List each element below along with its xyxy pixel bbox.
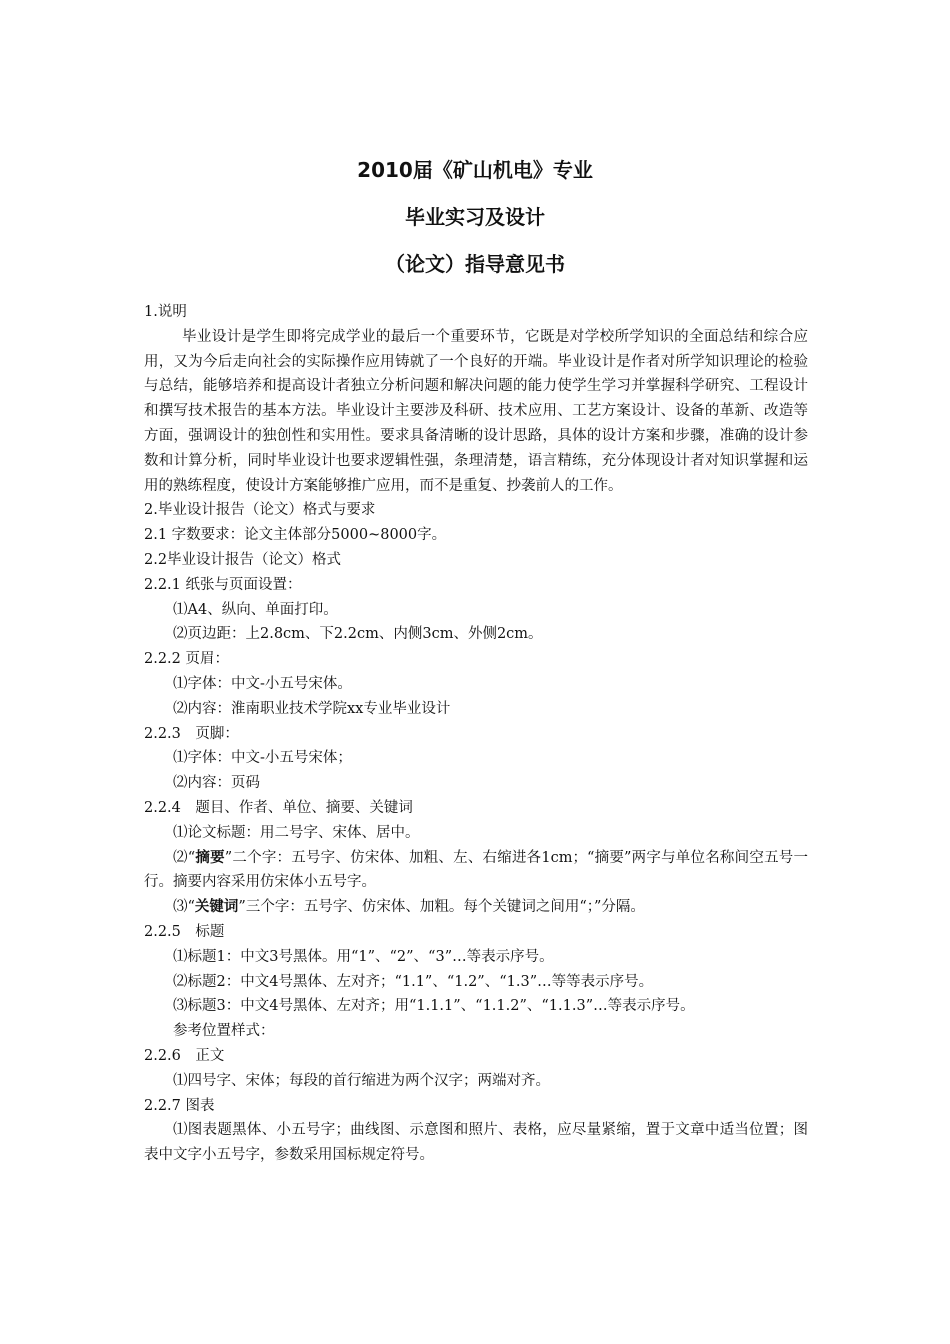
list-item: ⑴四号字、宋体；每段的首行缩进为两个汉字；两端对齐。 <box>173 1072 550 1089</box>
list-item-prefix: ⑵“ <box>173 849 196 866</box>
list-item-text: ”三个字：五号字、仿宋体、加粗。每个关键词之间用“；”分隔。 <box>238 899 645 916</box>
document-body <box>144 300 808 1168</box>
item-heading: 2.2.1 纸张与页面设置： <box>144 576 302 593</box>
bold-term: 摘要 <box>195 849 225 866</box>
subsection-heading: 2.2毕业设计报告（论文）格式 <box>144 551 342 568</box>
item-heading: 2.2.5 标题 <box>144 923 225 940</box>
list-item: ⑴字体：中文-小五号宋体。 <box>173 675 352 692</box>
item-heading: 2.2.6 正文 <box>144 1047 225 1064</box>
list-item: ⑵内容：页码 <box>173 775 260 792</box>
list-item: ⑵页边距：上2.8cm、下2.2cm、内侧3cm、外侧2cm。 <box>173 626 543 643</box>
list-item: ⑴A4、纵向、单面打印。 <box>173 601 338 618</box>
list-item-text: ”二个字：五号字、仿宋体、加粗、左、右缩进各1cm；“摘要”两字与单位名称间空五号一行。摘要内容采用仿宋体小五号字。 <box>144 849 808 891</box>
list-item: ⑵内容：淮南职业技术学院xx专业毕业设计 <box>173 700 451 717</box>
item-heading: 2.2.7 图表 <box>144 1097 215 1114</box>
list-item: 参考位置样式： <box>173 1023 275 1040</box>
list-item: ⑴字体：中文-小五号宋体； <box>173 750 352 767</box>
list-item <box>144 895 808 920</box>
document-title-line-2: 毕业实习及设计 <box>405 205 545 229</box>
list-item: ⑴标题1：中文3号黑体。用“1”、“2”、“3”…等表示序号。 <box>173 948 554 965</box>
document-title-line-1: 2010届《矿山机电》专业 <box>357 158 593 182</box>
list-item <box>144 846 808 896</box>
item-heading: 2.2.4 题目、作者、单位、摘要、关键词 <box>144 799 413 816</box>
subsection-heading: 2.1 字数要求：论文主体部分5000~8000字。 <box>144 527 447 544</box>
intro-paragraph: 毕业设计是学生即将完成学业的最后一个重要环节，它既是对学校所学知识的全面总结和综合应用，又为今后走向社会的实际操作应用铸就了一个良好的开端。毕业设计是作者对所学知识理论的检验与总结，能够培养和提高设计者独立分析问题和解决问题的能力使学生学习并掌握科学研究、工程设计和撰写技术报告的基本方法。毕业设计主要涉及科研、技术应用、工艺方案设计、设备的革新、改造等方面，强调设计的独创性和实用性。要求具备清晰的设计思路，具体的设计方案和步骤，准确的设计参数和计算分析，同时毕业设计也要求逻辑性强，条理清楚，语言精练，充分体现设计者对知识掌握和运用的熟练程度，使设计方案能够推广应用，而不是重复、抄袭前人的工作。 <box>144 328 808 494</box>
list-item: ⑶标题3：中文4号黑体、左对齐；用“1.1.1”、“1.1.2”、“1.1.3”…等表示序号。 <box>173 998 695 1015</box>
list-item: ⑵标题2：中文4号黑体、左对齐；“1.1”、“1.2”、“1.3”…等等表示序号。 <box>173 973 654 990</box>
section-heading: 1.说明 <box>144 304 187 320</box>
list-item-prefix: ⑶“ <box>173 899 195 916</box>
list-item: ⑴论文标题：用二号字、宋体、居中。 <box>173 824 420 841</box>
title-block <box>0 158 950 299</box>
bold-term: 关键词 <box>194 899 239 916</box>
document-title-line-3: （论文）指导意见书 <box>385 252 565 276</box>
item-heading: 2.2.2 页眉： <box>144 651 230 668</box>
item-heading: 2.2.3 页脚： <box>144 725 239 742</box>
list-item: ⑴图表题黑体、小五号字；曲线图、示意图和照片、表格，应尽量紧缩，置于文章中适当位置；图表中文字小五号字，参数采用国标规定符号。 <box>144 1122 808 1164</box>
section-heading: 2.毕业设计报告（论文）格式与要求 <box>144 502 376 519</box>
